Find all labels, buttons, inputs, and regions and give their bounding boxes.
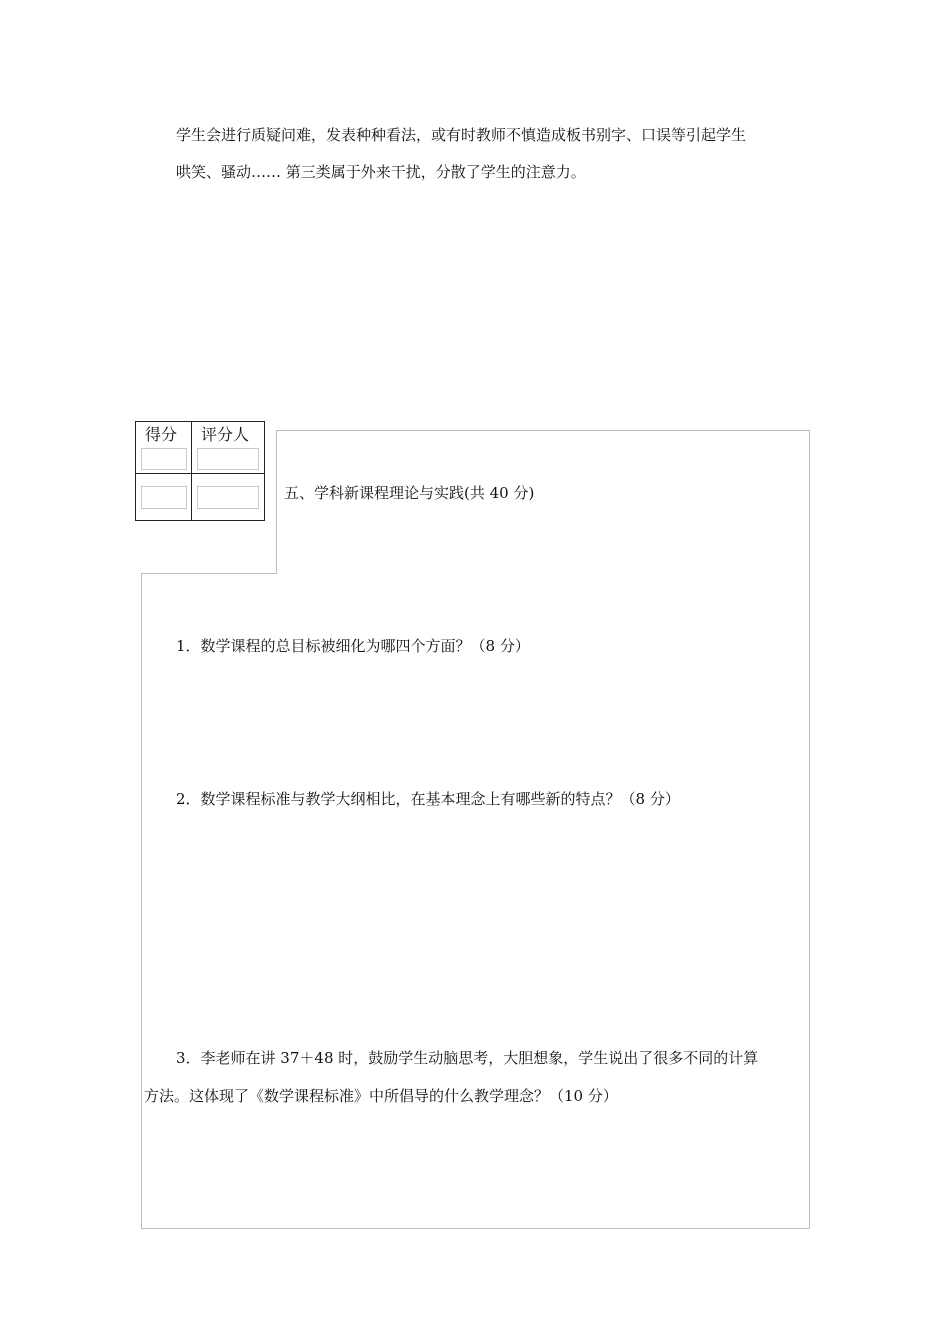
score-table bbox=[135, 421, 265, 521]
question-2: 2．数学课程标准与教学大纲相比，在基本理念上有哪些新的特点？（8 分） bbox=[176, 790, 680, 808]
grader-header-box bbox=[197, 448, 259, 470]
question-3-line-1: 3．李老师在讲 37＋48 时，鼓励学生动脑思考，大胆想象，学生说出了很多不同的计算 bbox=[176, 1049, 759, 1067]
score-table-divider bbox=[191, 422, 192, 520]
question-3-line-2: 方法。这体现了《数学课程标准》中所倡导的什么教学理念？（10 分） bbox=[144, 1087, 618, 1105]
answer-frame bbox=[141, 573, 810, 1229]
intro-line-1: 学生会进行质疑问难，发表种种看法，或有时教师不慎造成板书别字、口误等引起学生 bbox=[176, 126, 747, 144]
answer-frame-step bbox=[141, 573, 277, 574]
intro-line-2: 哄笑、骚动…… 第三类属于外来干扰，分散了学生的注意力。 bbox=[176, 163, 586, 181]
score-label: 得分 bbox=[145, 425, 178, 444]
score-input[interactable] bbox=[141, 486, 187, 509]
grader-label: 评分人 bbox=[201, 425, 250, 444]
score-header-box bbox=[141, 448, 187, 470]
grader-input[interactable] bbox=[197, 486, 259, 509]
section-title: 五、学科新课程理论与实践(共 40 分) bbox=[284, 484, 535, 502]
score-table-divider bbox=[136, 473, 264, 474]
question-1: 1．数学课程的总目标被细化为哪四个方面？（8 分） bbox=[176, 637, 530, 655]
